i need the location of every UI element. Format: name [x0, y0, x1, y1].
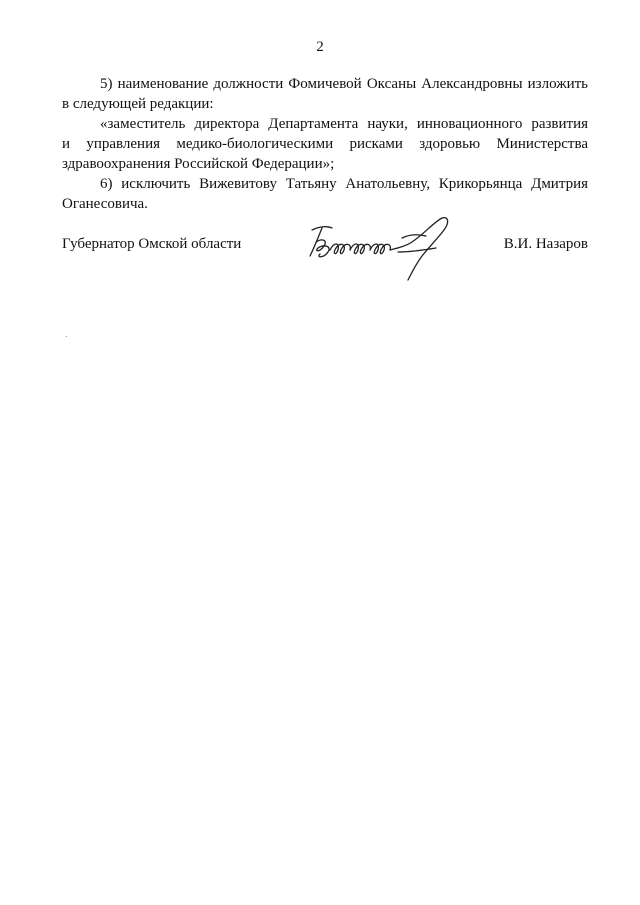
scan-speck: [66, 336, 67, 337]
signatory-title: Губернатор Омской области: [62, 236, 242, 252]
page-number: 2: [316, 39, 324, 55]
document-body: [62, 74, 588, 214]
signature-block: [62, 230, 588, 290]
quote-line-1: «заместитель директора Департамента науки, инновационного развития: [100, 116, 588, 132]
paragraph-6-line-2: Оганесовича.: [62, 196, 148, 212]
quote-line-2: и управления медико-биологическими рисками здоровью Министерства: [62, 136, 588, 152]
paragraph-6-line-1: 6) исключить Вижевитову Татьяну Анатольевну, Крикорьянца Дмитрия: [100, 176, 588, 192]
paragraph-5-line-1: 5) наименование должности Фомичевой Оксаны Александровны изложить: [100, 76, 588, 92]
quote-line-3: здравоохранения Российской Федерации»;: [62, 156, 335, 172]
handwritten-signature: [302, 212, 472, 284]
signatory-name: В.И. Назаров: [503, 236, 588, 252]
paragraph-5-line-2: в следующей редакции:: [62, 96, 214, 112]
